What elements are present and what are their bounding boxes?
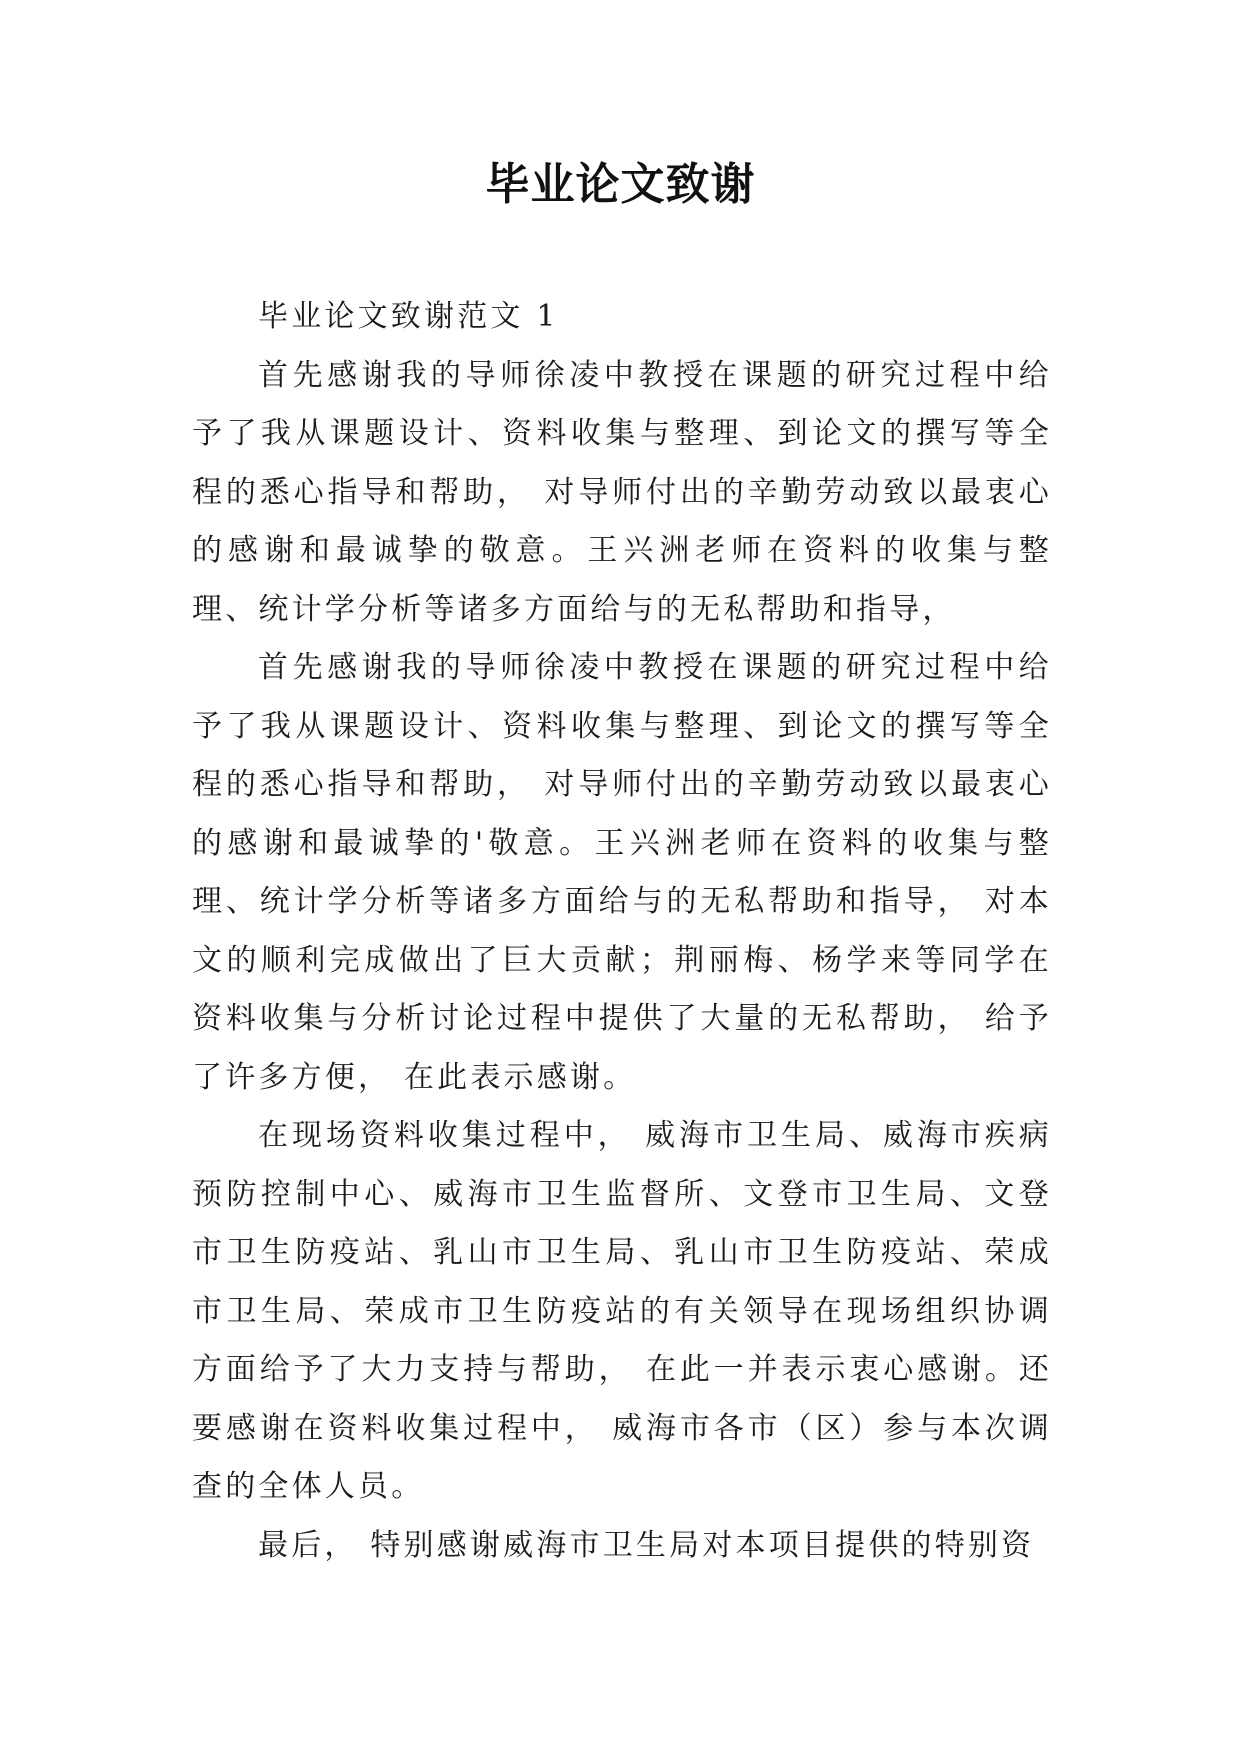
document-title: 毕业论文致谢 bbox=[485, 159, 756, 210]
body-paragraph: 首先感谢我的导师徐凌中教授在课题的研究过程中给予了我从课题设计、资料收集与整理、到论文的撰写等全程的悉心指导和帮助， 对导师付出的辛勤劳动致以最衷心的感谢和最诚挚的敬意。王兴洲老师在资料的收集与整理、统计学分析等诸多方面给与的无私帮助和指导， bbox=[192, 357, 1052, 627]
body-paragraph: 在现场资料收集过程中， 威海市卫生局、威海市疾病预防控制中心、威海市卫生监督所、文登市卫生局、文登市卫生防疫站、乳山市卫生局、乳山市卫生防疫站、荣成市卫生局、荣成市卫生防疫站的有关领导在现场组织协调方面给予了大力支持与帮助， 在此一并表示衷心感谢。还要感谢在资料收集过程中， 威海市各市（区）参与本次调查的全体人员。 bbox=[192, 1118, 1052, 1504]
document-body bbox=[192, 288, 1052, 1575]
body-paragraph: 首先感谢我的导师徐凌中教授在课题的研究过程中给予了我从课题设计、资料收集与整理、到论文的撰写等全程的悉心指导和帮助， 对导师付出的辛勤劳动致以最衷心的感谢和最诚挚的'敬意。王兴洲老师在资料的收集与整理、统计学分析等诸多方面给与的无私帮助和指导， 对本文的顺利完成做出了巨大贡献；荆丽梅、杨学来等同学在资料收集与分析讨论过程中提供了大量的无私帮助， 给予了许多方便， 在此表示感谢。 bbox=[192, 650, 1052, 1095]
body-paragraph: 最后， 特别感谢威海市卫生局对本项目提供的特别资 bbox=[258, 1527, 1035, 1563]
heading-paragraph: 毕业论文致谢范文 1 bbox=[258, 299, 559, 334]
